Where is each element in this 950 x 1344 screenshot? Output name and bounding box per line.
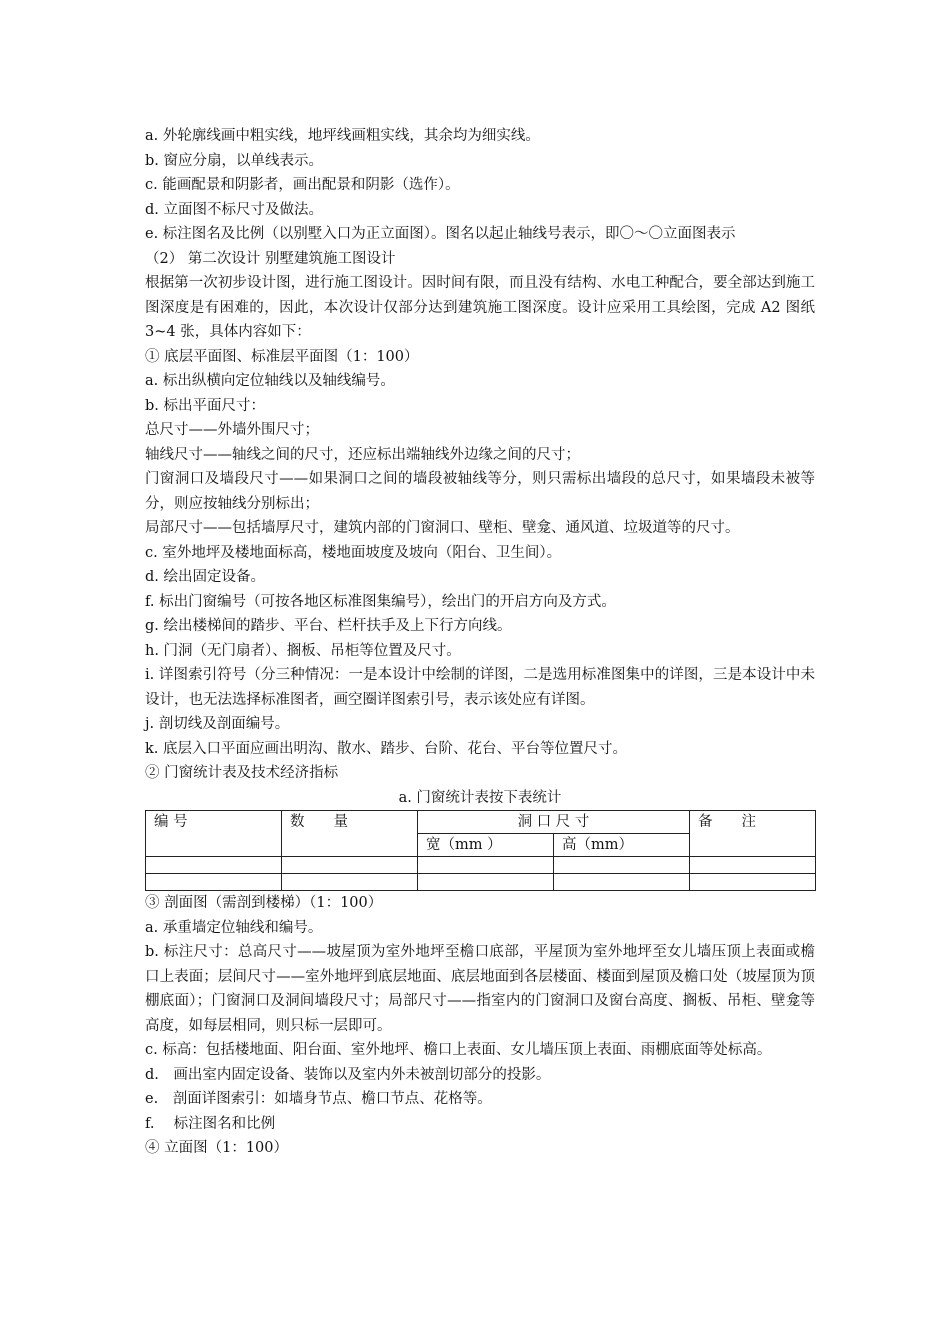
door-window-stats-table bbox=[145, 810, 816, 891]
plan-item-f: f. 标出门窗编号（可按各地区标准图集编号），绘出门的开启方向及方式。 bbox=[145, 593, 616, 610]
table-cell bbox=[282, 874, 418, 891]
table-cell bbox=[418, 874, 554, 891]
header-height: 高（mm） bbox=[554, 834, 690, 857]
section-item-d: d. 画出室内固定设备、装饰以及室内外未被剖切部分的投影。 bbox=[145, 1066, 551, 1083]
door-window-stats-heading: ② 门窗统计表及技术经济指标 bbox=[145, 765, 339, 781]
table-cell bbox=[146, 857, 282, 874]
table-cell bbox=[418, 857, 554, 874]
table-row bbox=[146, 874, 816, 891]
header-number: 编 号 bbox=[146, 811, 282, 857]
table-cell bbox=[554, 874, 690, 891]
section-heading: ③ 剖面图（需剖到楼梯）（1：100） bbox=[145, 895, 383, 911]
detail-index-paragraph: i. 详图索引符号（分三种情况：一是本设计中绘制的详图，二是选用标准图集中的详图，三是本设计中未设计，也无法选择标准图者，画空圈详图索引号，表示该处应有详图。 bbox=[145, 667, 815, 708]
elevation-item-c: c. 能画配景和阴影者，画出配景和阴影（选作）。 bbox=[145, 177, 460, 193]
header-quantity: 数 量 bbox=[282, 811, 418, 857]
section-item-c: c. 标高：包括楼地面、阳台面、室外地坪、檐口上表面、女儿墙压顶上表面、雨棚底面等处标高。 bbox=[145, 1042, 772, 1058]
axis-dimension-line: 轴线尺寸——轴线之间的尺寸，还应标出端轴线外边缘之间的尺寸； bbox=[145, 446, 580, 463]
intro-paragraph: 根据第一次初步设计图，进行施工图设计。因时间有限，而且没有结构、水电工种配合，要全部达到施工图深度是有困难的，因此，本次设计仅部分达到建筑施工图深度。设计应采用工具绘图，完成 A2 图纸 3~4 张，具体内容如下： bbox=[145, 275, 815, 340]
plan-item-d: d. 绘出固定设备。 bbox=[145, 569, 265, 585]
elevation-item-e: e. 标注图名及比例（以别墅入口为正立面图）。图名以起止轴线号表示，即〇～〇立面图表示 bbox=[145, 226, 736, 242]
header-width: 宽（mm ） bbox=[418, 834, 554, 857]
table-cell bbox=[282, 857, 418, 874]
local-dimension-line: 局部尺寸——包括墙厚尺寸，建筑内部的门窗洞口、壁柜、壁龛、通风道、垃圾道等的尺寸。 bbox=[145, 520, 740, 536]
elevation-item-a: a. 外轮廓线画中粗实线，地坪线画粗实线，其余均为细实线。 bbox=[145, 128, 540, 144]
plan-item-a: a. 标出纵横向定位轴线以及轴线编号。 bbox=[145, 373, 395, 389]
section-item-b: b. 标注尺寸：总高尺寸——坡屋顶为室外地坪至檐口底部，平屋顶为室外地坪至女儿墙压顶上表面或檐口上表面；层间尺寸——室外地坪到底层地面、底层地面到各层楼面、楼面到屋顶及檐口处（坡屋顶为顶棚底面）；门窗洞口及洞间墙段尺寸；局部尺寸——指室内的门窗洞口及窗台高度、搁板、吊柜、壁龛等高度，如每层相同，则只标一层即可。 bbox=[145, 944, 815, 1034]
table-header-row bbox=[146, 811, 816, 834]
table-cell bbox=[146, 874, 282, 891]
floor-plan-heading: ① 底层平面图、标准层平面图（1：100） bbox=[145, 348, 419, 365]
section-item-e: e. 剖面详图索引：如墙身节点、檐口节点、花格等。 bbox=[145, 1091, 492, 1107]
plan-item-h: h. 门洞（无门扇者）、搁板、吊柜等位置及尺寸。 bbox=[145, 642, 461, 659]
elevation-heading: ④ 立面图（1：100） bbox=[145, 1140, 289, 1156]
document-page bbox=[145, 124, 815, 1161]
plan-item-b: b. 标出平面尺寸： bbox=[145, 397, 265, 414]
door-window-dimension-paragraph: 门窗洞口及墙段尺寸——如果洞口之间的墙段被轴线等分，则只需标出墙段的总尺寸，如果墙段未被等分，则应按轴线分别标出； bbox=[145, 471, 815, 512]
plan-item-c: c. 室外地坪及楼地面标高，楼地面坡度及坡向（阳台、卫生间）。 bbox=[145, 544, 562, 561]
plan-item-j: j. 剖切线及剖面编号。 bbox=[145, 716, 290, 732]
table-cell bbox=[690, 857, 816, 874]
table-cell bbox=[554, 857, 690, 874]
header-remark: 备 注 bbox=[690, 811, 816, 857]
plan-item-k: k. 底层入口平面应画出明沟、散水、踏步、台阶、花台、平台等位置尺寸。 bbox=[145, 740, 628, 757]
table-caption: a. 门窗统计表按下表统计 bbox=[398, 789, 562, 806]
table-row bbox=[146, 857, 816, 874]
section-item-a: a. 承重墙定位轴线和编号。 bbox=[145, 919, 323, 936]
plan-item-g: g. 绘出楼梯间的踏步、平台、栏杆扶手及上下行方向线。 bbox=[145, 618, 512, 634]
table-cell bbox=[690, 874, 816, 891]
elevation-item-d: d. 立面图不标尺寸及做法。 bbox=[145, 201, 323, 218]
section-item-f: f. 标注图名和比例 bbox=[145, 1115, 276, 1132]
second-design-heading: （2） 第二次设计 别墅建筑施工图设计 bbox=[145, 250, 396, 267]
elevation-item-b: b. 窗应分扇，以单线表示。 bbox=[145, 152, 323, 169]
header-opening-size: 洞 口 尺 寸 bbox=[418, 811, 690, 834]
total-dimension-line: 总尺寸——外墙外围尺寸； bbox=[145, 422, 319, 438]
